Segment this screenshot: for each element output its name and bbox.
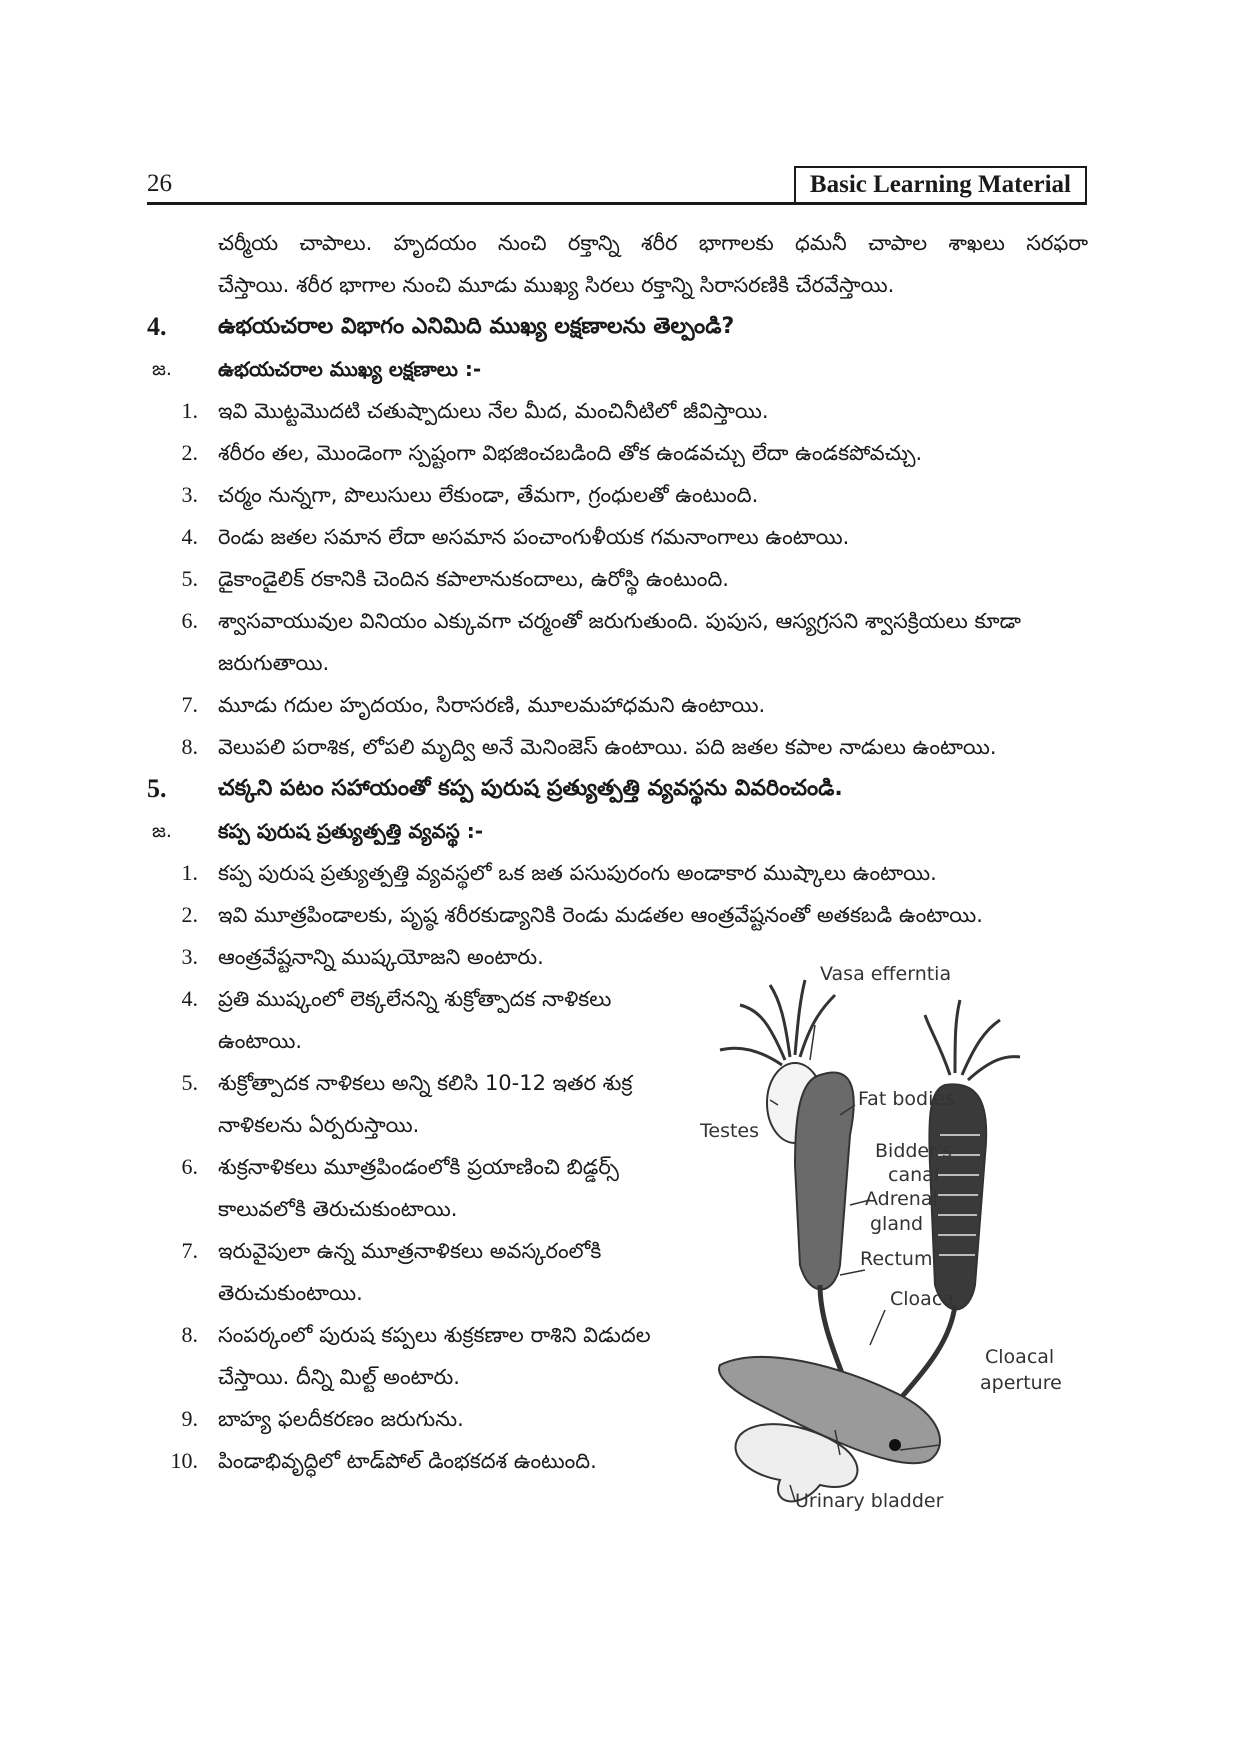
- question-5-text: చక్కని పటం సహాయంతో కప్ప పురుష ప్రత్యుత్పత్తి వ్యవస్థను వివరించండి.: [218, 776, 843, 801]
- diagram-svg: [700, 965, 1080, 1515]
- q5-item-8-text-cont: చేస్తాయి. దీన్ని మిల్ట్ అంటారు.: [218, 1365, 460, 1389]
- q4-item-1-text: ఇవి మొట్టమొదటి చతుష్పాదులు నేల మీద, మంచినీటిలో జీవిస్తాయి.: [218, 399, 769, 423]
- q5-item-1-text: కప్ప పురుష ప్రత్యుత్పత్తి వ్యవస్థలో ఒక జత పసుపురంగు అండాకార ముష్కాలు ఉంటాయి.: [218, 861, 937, 885]
- q5-item-10-number: 10.: [170, 1448, 198, 1473]
- answer-4-title: ఉభయచరాల ముఖ్య లక్షణాలు :-: [218, 357, 482, 381]
- q5-item-4-text: ప్రతి ముష్కంలో లెక్కలేనన్ని శుక్రోత్పాదక నాళికలు: [218, 987, 612, 1011]
- q4-item-6-text: శ్వాసవాయువుల వినియం ఎక్కువగా చర్మంతో జరుగుతుంది. పుపుస, ఆస్యగ్రసని శ్వాసక్రియలు కూడా: [218, 609, 1021, 633]
- q4-item-8-text: వెలుపలి పరాశిక, లోపలి మృద్వి అనే మెనింజెస్ ఉంటాయి. పది జతల కపాల నాడులు ఉంటాయి.: [218, 735, 997, 759]
- intro-line-1: చర్మీయ చాపాలు. హృదయం నుంచి రక్తాన్ని శరీర భాగాలకు ధమనీ చాపాల శాఖలు సరఫరా: [218, 231, 1088, 255]
- label-cloacal-aperture-2: aperture: [980, 1372, 1062, 1394]
- cloacal-aperture-dot: [889, 1439, 901, 1451]
- q5-item-5-text-cont: నాళికలను ఏర్పరుస్తాయి.: [218, 1113, 420, 1137]
- question-5-number: 5.: [147, 774, 167, 803]
- answer-5-label: జ.: [152, 820, 172, 842]
- page-header: [147, 168, 1087, 204]
- q5-item-7-text-cont: తెరుచుకుంటాయి.: [218, 1281, 363, 1305]
- right-ureter: [895, 1305, 955, 1405]
- q4-item-6-text-cont: జరుగుతాయి.: [218, 651, 330, 675]
- q4-item-5-text: డైకాండైలిక్ రకానికి చెందిన కపాలానుకందాలు, ఉరోస్థి ఉంటుంది.: [218, 567, 729, 591]
- q5-item-5-text: శుక్రోత్పాదక నాళికలు అన్ని కలిసి 10-12 ఇతర శుక్ర: [218, 1071, 633, 1095]
- q5-item-8-number: 8.: [181, 1322, 198, 1347]
- label-bidders-canal-1: Bidder's: [875, 1140, 953, 1162]
- label-urinary-bladder: Urinary bladder: [795, 1490, 944, 1512]
- right-vasa-tufts: [925, 1000, 1020, 1080]
- right-kidney-shape: [929, 1084, 986, 1309]
- label-testes: Testes: [700, 1120, 760, 1142]
- q5-item-6-number: 6.: [181, 1154, 198, 1179]
- label-vasa-efferentia: Vasa efferntia: [820, 965, 952, 985]
- q4-item-4-text: రెండు జతల సమాన లేదా అసమాన పంచాంగుళీయక గమనాంగాలు ఉంటాయి.: [218, 525, 850, 549]
- q4-item-6-number: 6.: [181, 608, 198, 633]
- q5-item-4-text-cont: ఉంటాయి.: [218, 1029, 303, 1053]
- q5-item-10-text: పిండాభివృద్ధిలో టాడ్‌పోల్ డింభకదశ ఉంటుంది.: [218, 1449, 597, 1473]
- answer-5-title: కప్ప పురుష ప్రత్యుత్పత్తి వ్యవస్థ :-: [218, 819, 484, 843]
- q4-item-2-text: శరీరం తల, మొండెంగా స్పష్టంగా విభజించబడింది తోక ఉండవచ్చు లేదా ఉండకపోవచ్చు.: [218, 441, 923, 465]
- q5-item-4-number: 4.: [181, 986, 198, 1011]
- q5-item-2-number: 2.: [181, 902, 198, 927]
- header-rule: [147, 202, 1087, 205]
- question-4-text: ఉభయచరాల విభాగం ఎనిమిది ముఖ్య లక్షణాలను తెల్పండి?: [218, 314, 735, 339]
- frog-reproductive-diagram: [700, 965, 1080, 1515]
- q4-item-8-number: 8.: [181, 734, 198, 759]
- label-cloacal-aperture-1: Cloacal: [985, 1346, 1055, 1368]
- q5-item-5-number: 5.: [181, 1070, 198, 1095]
- q4-item-5-number: 5.: [181, 566, 198, 591]
- q4-item-3-text: చర్మం నున్నగా, పొలుసులు లేకుండా, తేమగా, గ్రంధులతో ఉంటుంది.: [218, 483, 759, 507]
- left-kidney-shape: [795, 1073, 854, 1290]
- q5-item-2-text: ఇవి మూత్రపిండాలకు, పృష్ఠ శరీరకుడ్యానికి రెండు మడతల ఆంత్రవేష్టనంతో అతకబడి ఉంటాయి.: [218, 903, 983, 927]
- diagram-illustration: [719, 980, 1020, 1501]
- label-cloaca: Cloaca: [890, 1288, 954, 1310]
- q5-item-1-number: 1.: [181, 860, 198, 885]
- answer-4-label: జ.: [152, 358, 172, 380]
- q5-item-6-text-cont: కాలువలోకి తెరుచుకుంటాయి.: [218, 1197, 458, 1221]
- left-vasa-tufts: [720, 980, 835, 1065]
- q4-item-3-number: 3.: [181, 482, 198, 507]
- q4-item-2-number: 2.: [181, 440, 198, 465]
- q5-item-9-number: 9.: [181, 1406, 198, 1431]
- q4-item-7-number: 7.: [181, 692, 198, 717]
- q5-item-7-number: 7.: [181, 1238, 198, 1263]
- question-4-number: 4.: [147, 312, 167, 341]
- label-fat-bodies: Fat bodies: [858, 1088, 955, 1110]
- q4-item-4-number: 4.: [181, 524, 198, 549]
- q5-item-9-text: బాహ్య ఫలదీకరణం జరుగును.: [218, 1407, 464, 1431]
- label-bidders-canal-2: canal: [888, 1164, 940, 1186]
- page-number: 26: [147, 170, 172, 197]
- q5-item-6-text: శుక్రనాళికలు మూత్రపిండంలోకి ప్రయాణించి బిడ్డర్స్: [218, 1155, 619, 1179]
- label-rectum: Rectum: [860, 1248, 933, 1270]
- q5-item-3-number: 3.: [181, 944, 198, 969]
- q5-item-3-text: ఆంత్రవేష్టనాన్ని ముష్కయోజని అంటారు.: [218, 945, 544, 969]
- q5-item-8-text: సంపర్కంలో పురుష కప్పలు శుక్రకణాల రాశిని విడుదల: [218, 1323, 651, 1347]
- label-adrenal-gland-2: gland: [870, 1213, 924, 1235]
- q4-item-7-text: మూడు గదుల హృదయం, సిరాసరణి, మూలమహాధమని ఉంటాయి.: [218, 693, 766, 717]
- label-adrenal-gland-1: Adrenal: [865, 1188, 938, 1210]
- intro-line-2: చేస్తాయి. శరీర భాగాల నుంచి మూడు ముఖ్య సిరలు రక్తాన్ని సిరాసరణికి చేరవేస్తాయి.: [218, 273, 895, 297]
- q4-item-1-number: 1.: [181, 398, 198, 423]
- q5-item-7-text: ఇరువైపులా ఉన్న మూత్రనాళికలు అవస్కరంలోకి: [218, 1239, 602, 1263]
- header-title: Basic Learning Material: [794, 166, 1087, 202]
